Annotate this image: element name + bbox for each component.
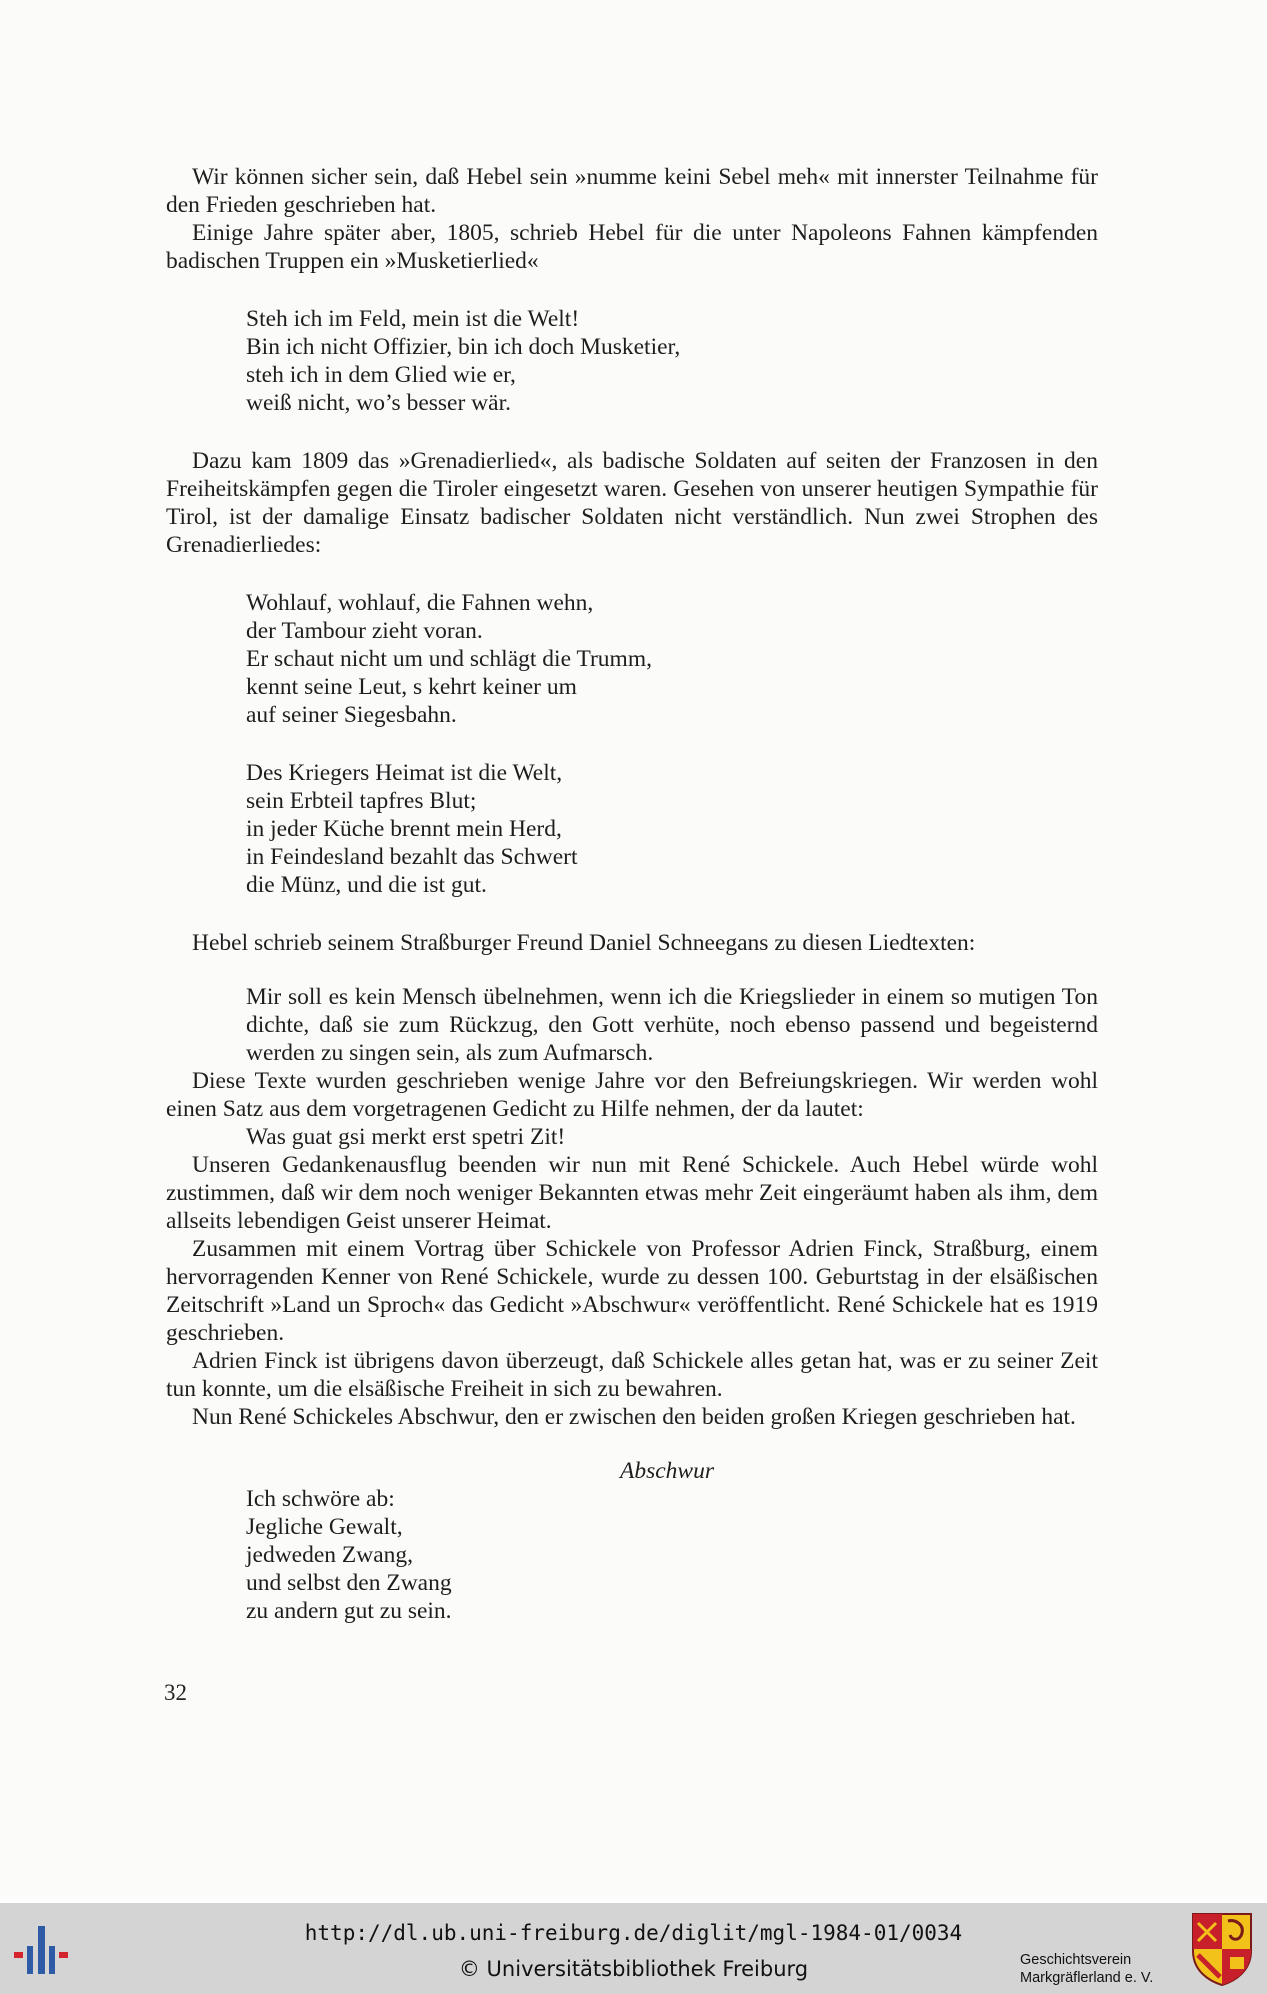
paragraph: Dazu kam 1809 das »Grenadierlied«, als badische Soldaten auf seiten der Franzosen in den Freiheitskämpfen gegen die Tiroler eingesetzt waren. Gesehen von unserer heutigen Sympathie für Tirol, ist der damalige Einsatz badischer Soldaten nicht verständlich. Nun zwei Strophen des Grenadierliedes: xyxy=(166,448,1098,558)
paragraph: Wir können sicher sein, daß Hebel sein »numme keini Sebel meh« mit innerster Teilnahme für den Frieden geschrieben hat. xyxy=(166,164,1098,218)
verse-line: Ich schwöre ab: xyxy=(246,1486,395,1512)
verse-line: kennt seine Leut, s kehrt keiner um xyxy=(246,674,577,700)
paragraph: Zusammen mit einem Vortrag über Schickele von Professor Adrien Finck, Straßburg, einem hervorragenden Kenner von René Schickele, wurde zu dessen 100. Geburtstag in der elsäßischen Zeitschrift »Land un Sproch« das Gedicht »Abschwur« veröffentlicht. René Schickele hat es 1919 geschrieben. xyxy=(166,1236,1098,1346)
verse-line: Des Kriegers Heimat ist die Welt, xyxy=(246,760,563,786)
verse-line: Bin ich nicht Offizier, bin ich doch Musketier, xyxy=(246,334,681,360)
verse-grenadierlied-1 xyxy=(166,589,1098,729)
verse-line: die Münz, und die ist gut. xyxy=(246,872,487,898)
paragraph: Unseren Gedankenausflug beenden wir nun mit René Schickele. Auch Hebel würde wohl zustimmen, daß wir dem noch weniger Bekannten etwas mehr Zeit eingeräumt haben als ihm, dem allseits lebendigen Geist unserer Heimat. xyxy=(166,1152,1098,1234)
verse-line: steh ich in dem Glied wie er, xyxy=(246,362,516,388)
paragraph: Einige Jahre später aber, 1805, schrieb Hebel für die unter Napoleons Fahnen kämpfenden badischen Truppen ein »Musketierlied« xyxy=(166,220,1098,274)
verse-line: Er schaut nicht um und schlägt die Trumm, xyxy=(246,646,652,672)
verse-line: Steh ich im Feld, mein ist die Welt! xyxy=(246,306,580,332)
document-body xyxy=(166,163,1098,1625)
verse-line: jedweden Zwang, xyxy=(246,1542,414,1568)
verse-line: sein Erbteil tapfres Blut; xyxy=(246,788,477,814)
paragraph: Diese Texte wurden geschrieben wenige Jahre vor den Befreiungskriegen. Wir werden wohl einen Satz aus dem vorgetragenen Gedicht zu Hilfe nehmen, der da lautet: xyxy=(166,1068,1098,1122)
verse-line: in Feindesland bezahlt das Schwert xyxy=(246,844,578,870)
verse-line: Jegliche Gewalt, xyxy=(246,1514,403,1540)
page-number: 32 xyxy=(164,1680,187,1705)
verse-line: zu andern gut zu sein. xyxy=(246,1598,452,1624)
verse-line: Wohlauf, wohlauf, die Fahnen wehn, xyxy=(246,590,594,616)
verse-grenadierlied-2 xyxy=(166,759,1098,899)
paragraph: Hebel schrieb seinem Straßburger Freund Daniel Schneegans zu diesen Liedtexten: xyxy=(192,930,976,956)
society-name xyxy=(1020,1951,1190,1987)
verse-line: auf seiner Siegesbahn. xyxy=(246,702,457,728)
society-name-line: Markgräflerland e. V. xyxy=(1020,1970,1154,1986)
society-name-line: Geschichtsverein xyxy=(1020,1952,1132,1968)
geschichtsverein-crest-icon xyxy=(1190,1911,1254,1987)
verse-abschwur xyxy=(166,1485,1098,1625)
verse-line: und selbst den Zwang xyxy=(246,1570,452,1596)
poem-title: Abschwur xyxy=(620,1458,714,1484)
paragraph: Nun René Schickeles Abschwur, den er zwischen den beiden großen Kriegen geschrieben hat. xyxy=(192,1404,1076,1430)
quote-line: Was guat gsi merkt erst spetri Zit! xyxy=(246,1124,566,1150)
permalink-url[interactable]: http://dl.ub.uni-freiburg.de/diglit/mgl-1984-01/0034 xyxy=(304,1921,963,1945)
verse-line: der Tambour zieht voran. xyxy=(246,618,483,644)
verse-line: in jeder Küche brennt mein Herd, xyxy=(246,816,562,842)
block-quote: Mir soll es kein Mensch übelnehmen, wenn ich die Kriegslieder in einem so mutigen Ton dichte, daß sie zum Rückzug, den Gott verhüte, noch ebenso passend und begeisternd werden zu singen sein, als zum Aufmarsch. xyxy=(246,984,1098,1066)
copyright-notice: © Universitätsbibliothek Freiburg xyxy=(458,1957,809,1981)
paragraph: Adrien Finck ist übrigens davon überzeugt, daß Schickele alles getan hat, was er zu seiner Zeit tun konnte, um die elsäßische Freiheit in sich zu bewahren. xyxy=(166,1348,1098,1402)
viewer-footer xyxy=(0,1903,1267,1994)
verse-musketierlied xyxy=(166,305,1098,417)
verse-line: weiß nicht, wo’s besser wär. xyxy=(246,390,511,416)
